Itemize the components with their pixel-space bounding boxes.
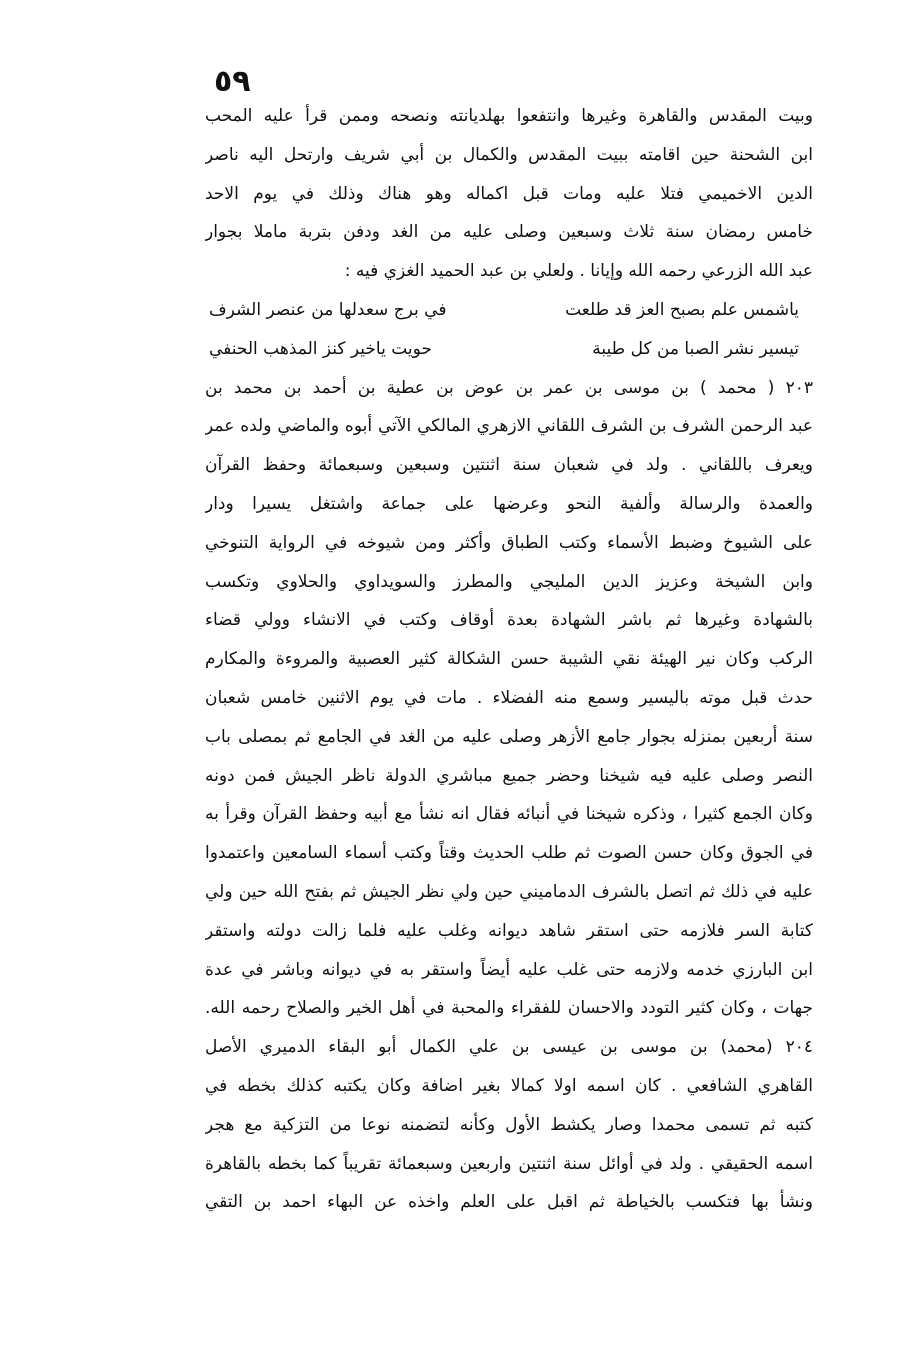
text-line: جهات ، وكان كثير التودد والاحسان للفقراء والمحبة في أهل الخير والصلاح رحمه الله. [205, 998, 813, 1019]
text-line: والعمدة والرسالة وألفية النحو وعرضها على جماعة واشتغل يسيرا ودار [205, 493, 813, 514]
text-line: ويعرف باللقاني . ولد في شعبان سنة اثنتين وسبعين وسبعمائة وحفظ القرآن [205, 455, 813, 476]
entry-heading-line: ٢٠٣ ( محمد ) بن موسى بن عمر بن عوض بن عطية بن أحمد بن محمد بن [205, 377, 813, 398]
verse-first-hemistich: تيسير نشر الصبا من كل طيبة [592, 338, 799, 359]
text-line: كتبه ثم تسمى محمدا وصار يكشط الأول وكأنه لتضمنه نوعا من التزكية مع هجر [205, 1114, 813, 1135]
text-line: عبد الله الزرعي رحمه الله وإيانا . ولعلي بن عبد الحميد الغزي فيه : [344, 261, 813, 282]
text-line: كتابة السر فلازمه حتى استقر شاهد ديوانه وغلب عليه فلما زالت دولته واستقر [205, 920, 813, 941]
text-line: اسمه الحقيقي . ولد في أوائل سنة اثنتين واربعين وسبعمائة تقريباً كما بخطه بالقاهرة [205, 1153, 813, 1174]
poem-verse [205, 330, 813, 369]
text-line: ابن البارزي خدمه ولازمه حتى غلب عليه أيضاً واستقر به في ديوانه وباشر في عدة [205, 959, 813, 980]
verse-second-hemistich: في برج سعدلها من عنصر الشرف [209, 299, 447, 320]
text-line: بالشهادة وغيرها ثم باشر الشهادة بعدة أوقاف وكتب في الانشاء وولي قضاء [205, 610, 813, 631]
text-line: الركب وكان نير الهيئة نقي الشيبة حسن الشكالة كثير العصبية والمروءة والمكارم [205, 649, 813, 670]
text-line: القاهري الشافعي . كان اسمه اولا كمالا بغير اضافة وكان يكتبه كذلك بخطه في [205, 1075, 813, 1096]
text-line: عبد الرحمن الشرف بن الشرف اللقاني الازهري المالكي الآتي أبوه والماضي ولده عمر [205, 416, 813, 437]
entry-heading-line: ٢٠٤ (محمد) بن موسى بن عيسى بن علي الكمال أبو البقاء الدميري الأصل [205, 1037, 813, 1058]
text-line: ونشأ بها فتكسب بالخياطة ثم اقبل على العلم واخذه عن البهاء احمد بن التقي [205, 1192, 813, 1213]
text-line: ابن الشحنة حين اقامته ببيت المقدس والكمال بن أبي شريف وارتحل اليه ناصر [205, 144, 813, 165]
text-line: الدين الاخميمي فتلا عليه ومات قبل اكماله وهو هناك وذلك في يوم الاحد [205, 183, 813, 204]
page-number: ٥٩ [214, 64, 251, 99]
text-line: على الشيوخ وضبط الأسماء وكتب الطباق وأكثر ومن شيوخه في الرواية التنوخي [205, 532, 813, 553]
text-line: عليه في ذلك ثم اتصل بالشرف الدماميني حين ولي نظر الجيش ثم بفتح الله حين ولي [205, 881, 813, 902]
poem-verse [205, 291, 813, 330]
text-line: وكان الجمع كثيرا ، وذكره شيخنا في أنبائه فقال انه نشأ مع أبيه وحفظ القرآن وقرأ به [205, 804, 813, 825]
text-line: خامس رمضان سنة ثلاث وسبعين وصلى عليه من الغد ودفن بتربة ماملا بجوار [205, 222, 813, 243]
main-text [205, 97, 813, 1222]
text-line: وابن الشيخة وعزيز الدين المليجي والمطرز والسويداوي والحلاوي وتكسب [205, 571, 813, 592]
text-line: حدث قبل موته باليسير وسمع منه الفضلاء . مات في يوم الاثنين خامس شعبان [205, 687, 813, 708]
text-line: وبيت المقدس والقاهرة وغيرها وانتفعوا بهلديانته ونصحه وممن قرأ عليه المحب [205, 106, 813, 126]
text-line: في الجوق وكان حسن الصوت ثم طلب الحديث وقتاً وكتب أسماء السامعين واعتمدوا [205, 843, 813, 864]
text-line: سنة أربعين بمنزله بجوار جامع الأزهر وصلى عليه من الغد في الجامع ثم بمصلى باب [205, 726, 813, 747]
text-line: النصر وصلى عليه فيه شيخنا وحضر جميع مباشري الدولة ناظر الجيش فمن دونه [205, 765, 813, 786]
verse-first-hemistich: ياشمس علم بصبح العز قد طلعت [565, 299, 799, 320]
verse-second-hemistich: حويت ياخير كنز المذهب الحنفي [209, 338, 432, 359]
